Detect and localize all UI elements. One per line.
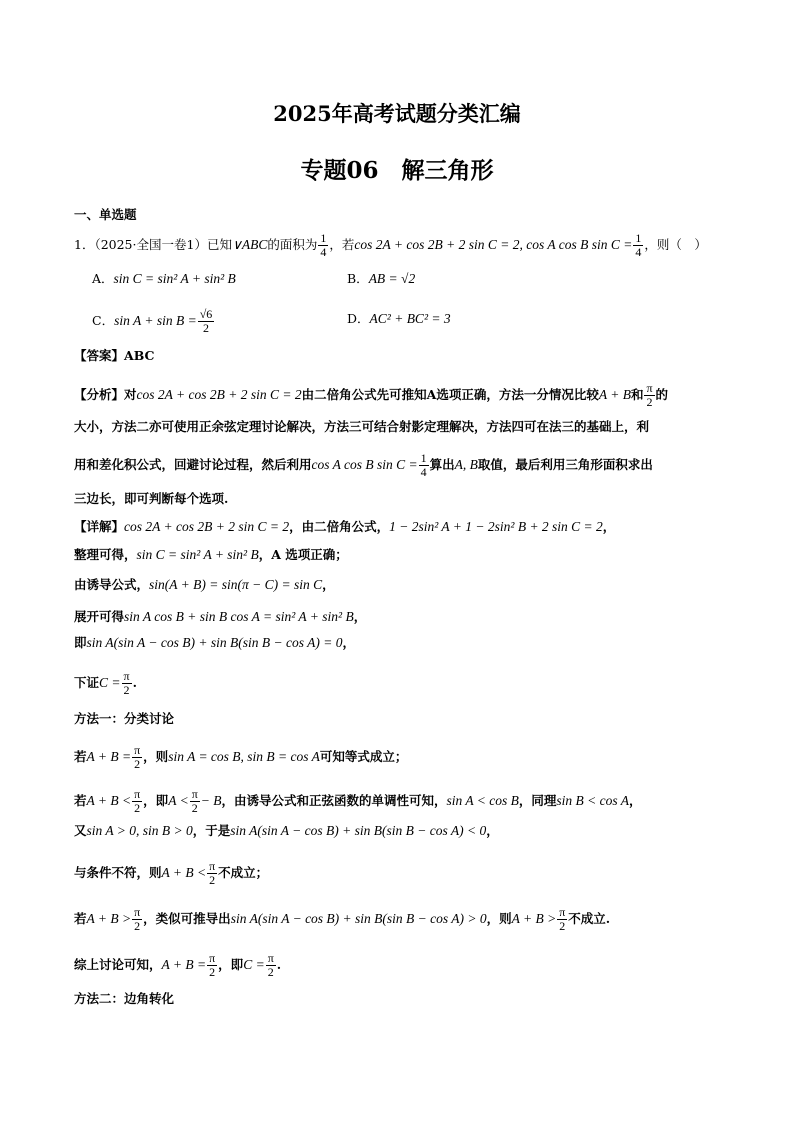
fraction: $\frac{\pi}{2}$ (134, 905, 141, 933)
fraction: $\frac{1}{4}$ (420, 451, 427, 479)
method1-line-2: 若A + B < $\frac{\pi}{2}$ ，即A < $\frac{\pi}{2}$ − B，由诱导公式和正弦函数的单调性可知，sin A < cos B，同理sin B < cos A， (74, 787, 642, 815)
method1-line-3: 又sin A > 0, sin B > 0，于是sin A(sin A − cos B) + sin B(sin B − cos A) < 0， (74, 823, 499, 838)
document-title: 2025年高考试题分类汇编 (273, 101, 521, 126)
method2-heading: 方法二：边角转化 (74, 991, 175, 1006)
detail-line-2: 整理可得，sin C = sin² A + sin² B，A 选项正确； (74, 547, 348, 562)
method1-line-1: 若A + B = $\frac{\pi}{2}$ ，则sin A = cos B, sin B = cos A可知等式成立； (74, 743, 408, 771)
fraction: $\frac{1}{4}$ (635, 231, 642, 259)
fraction: $\frac{\pi}{2}$ (267, 951, 274, 979)
detail-line-3: 由诱导公式，sin(A + B) = sin(π − C) = sin C， (74, 577, 335, 592)
detail-line-5: 即sin A(sin A − cos B) + sin B(sin B − cos A) = 0， (74, 635, 355, 650)
analysis-line-2: 大小，方法二亦可使用正余弦定理讨论解决，方法三可结合射影定理解决，方法四可在法三的基础上，利 (74, 419, 650, 434)
fraction: $\frac{\pi}{2}$ (559, 905, 566, 933)
method1-heading: 方法一：分类讨论 (74, 711, 175, 726)
detail-line-6: 下证C = $\frac{\pi}{2}$ . (74, 669, 137, 697)
method1-line-4: 与条件不符，则A + B < $\frac{\pi}{2}$ 不成立； (74, 859, 269, 887)
section-heading: 一、单选题 (74, 207, 137, 222)
method1-line-6: 综上讨论可知，A + B = $\frac{\pi}{2}$ ，即C = $\frac{\pi}{2}$ . (74, 951, 282, 979)
analysis-line-3: 用和差化积公式，回避讨论过程，然后利用cos A cos B sin C = $\frac{1}{4}$ 算出A, B取值，最后利用三角形面积求出 (74, 451, 653, 479)
option-c: C．sin A + sin B = $\frac{√6}{2}$ (92, 307, 213, 335)
document-subtitle: 专题06 解三角形 (300, 157, 494, 184)
detail-line-4: 展开可得sin A cos B + sin B cos A = sin² A + sin² B， (74, 609, 367, 624)
fraction: $\frac{\pi}{2}$ (646, 381, 653, 409)
detail-line-1: 【详解】cos 2A + cos 2B + 2 sin C = 2，由二倍角公式，1 − 2sin² A + 1 − 2sin² B + 2 sin C = 2， (74, 519, 616, 534)
analysis-line-4: 三边长，即可判断每个选项. (74, 491, 229, 506)
fraction: $\frac{\pi}{2}$ (191, 787, 198, 815)
fraction: $\frac{√6}{2}$ (199, 307, 213, 335)
fraction: $\frac{\pi}{2}$ (134, 743, 141, 771)
option-a: A．sin C = sin² A + sin² B (92, 271, 236, 286)
fraction: $\frac{\pi}{2}$ (134, 787, 141, 815)
fraction: $\frac{1}{4}$ (320, 231, 327, 259)
option-d: D．AC² + BC² = 3 (347, 311, 451, 326)
analysis-line-1: 【分析】对cos 2A + cos 2B + 2 sin C = 2由二倍角公式先可推知A选项正确，方法一分情况比较A + B和 $\frac{\pi}{2}$ 的 (74, 381, 669, 409)
question-stem: 1．（2025·全国一卷1）已知∨ABC的面积为 $\frac{1}{4}$ ，若cos 2A + cos 2B + 2 sin C = 2, cos A cos B sin C = $\frac{1}{4}$ ，则（ ） (74, 231, 707, 259)
fraction: $\frac{\pi}{2}$ (209, 859, 216, 887)
method1-line-5: 若A + B > $\frac{\pi}{2}$ ，类似可推导出sin A(sin A − cos B) + sin B(sin B − cos A) > 0，则A + B > $\frac{\pi}{2}$ 不成立. (74, 905, 611, 933)
answer-line: 【答案】ABC (74, 348, 155, 363)
option-b: B．AB = √2 (347, 271, 416, 286)
fraction: $\frac{\pi}{2}$ (209, 951, 216, 979)
fraction: $\frac{\pi}{2}$ (123, 669, 130, 697)
